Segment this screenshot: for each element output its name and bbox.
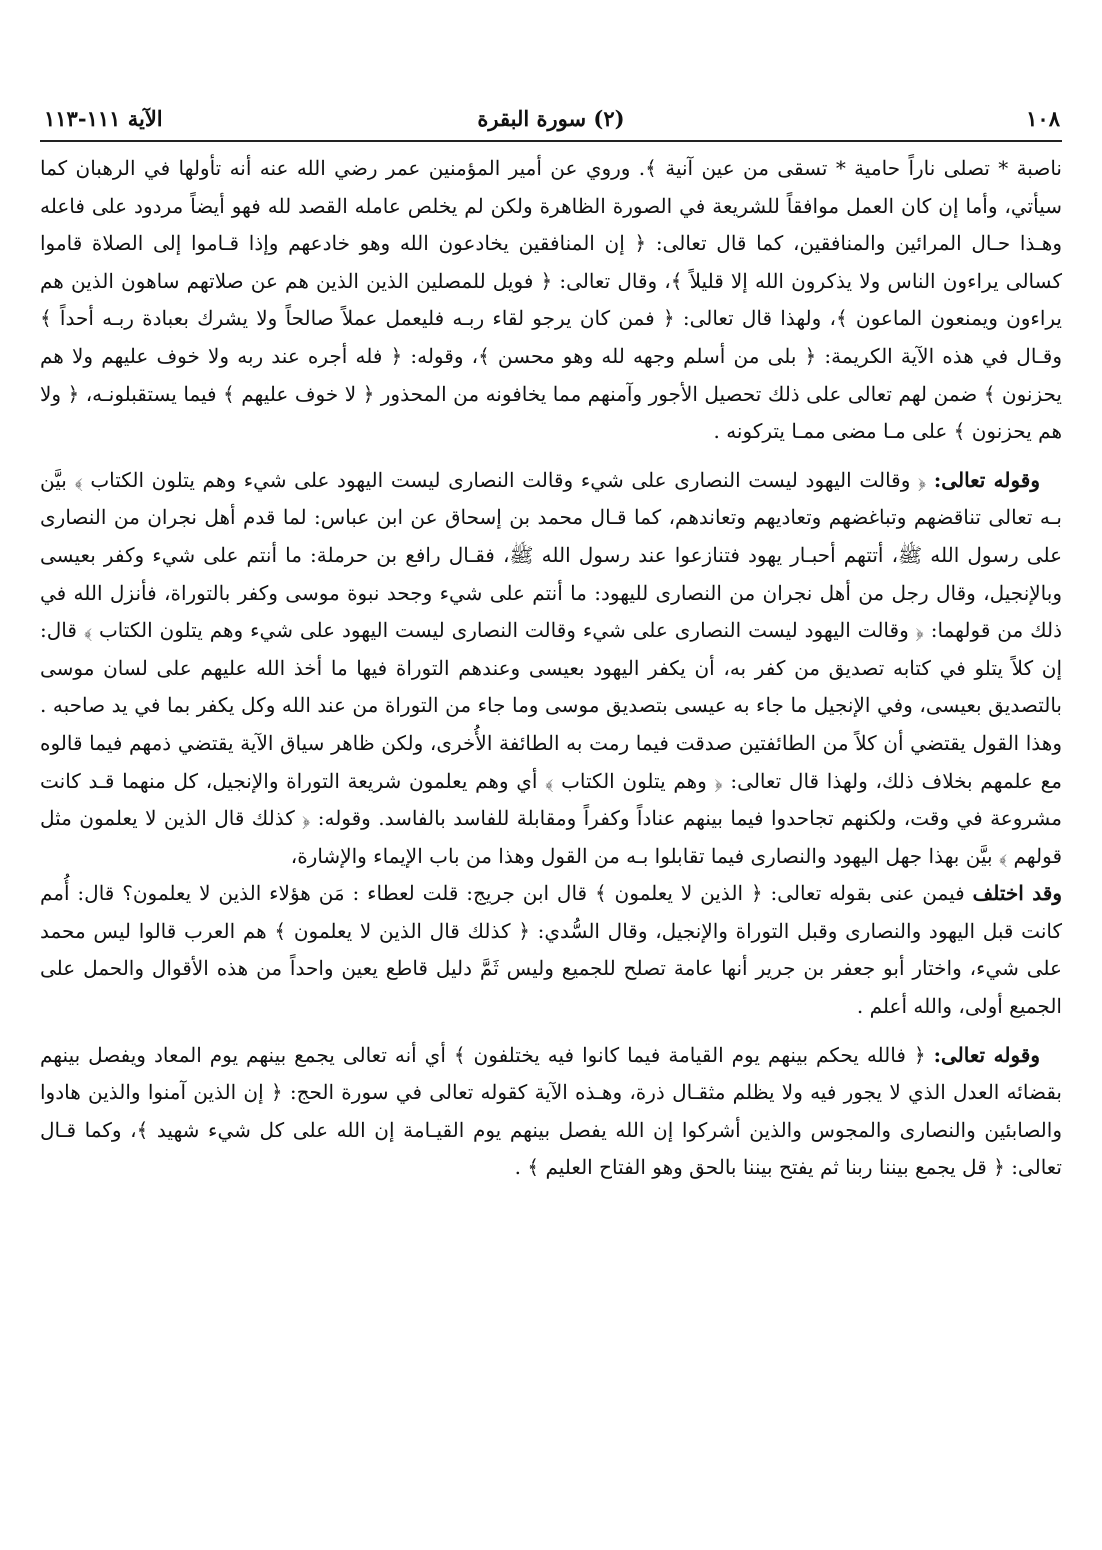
surah-title: (٢) سورة البقرة [477, 106, 625, 131]
paragraph-lead: وقوله تعالى: [933, 1042, 1041, 1067]
paragraph-text: ناصبة * تصلى ناراً حامية * تسقى من عين آنية ﴾. وروي عن أمير المؤمنين عمر رضي الله عنه أنه تأولها في الرهبان كما سيأتي، وأما إن كان العمل موافقاً للشريعة في الصورة الظاهرة ولكن لم يخلص عامله القصد لله فهو أيضاً مردود على فاعله وهـذا حـال المرائين والمنافقين، كما قال تعالى: ﴿ إن المنافقين يخادعون الله وهو خادعهم وإذا قـاموا إلى الصلاة قاموا كسالى يراءون الناس ولا يذكرون الله إلا قليلاً ﴾، وقال تعالى: ﴿ فويل للمصلين الذين الذين هم عن صلاتهم ساهون الذين هم يراءون ويمنعون الماعون ﴾، ولهذا قال تعالى: ﴿ فمن كان يرجو لقاء ربـه فليعمل عملاً صالحاً ولا يشرك بعبادة ربـه أحداً ﴾ وقـال في هذه الآية الكريمة: ﴿ بلى من أسلم وجهه لله وهو محسن ﴾، وقوله: ﴿ فله أجره عند ربه ولا خوف عليهم ولا هم يحزنون ﴾ ضمن لهم تعالى على ذلك تحصيل الأجور وآمنهم مما يخافونه من المحذور ﴿ لا خوف عليهم ﴾ فيما يستقبلونـه، ﴿ ولا هم يحزنون ﴾ على مـا مضى ممـا يتركونه . [40, 156, 1062, 444]
page-header [40, 90, 1062, 142]
paragraph [40, 462, 1062, 876]
page-number: ١٠٨ [1026, 106, 1060, 131]
paragraph [40, 150, 1062, 451]
page-body [40, 150, 1062, 1187]
book-page [40, 90, 1062, 1187]
paragraph-text: فيمن عنى بقوله تعالى: ﴿ الذين لا يعلمون ﴾ قال ابن جريج: قلت لعطاء : مَن هؤلاء الذين لا يعلمون؟ قال: أُمم كانت قبل اليهود والنصارى وقبل التوراة والإنجيل، وقال السُّدي: ﴿ كذلك قال الذين لا يعلمون ﴾ هم العرب قالوا ليس محمد على شيء، واختار أبو جعفر بن جرير أنها عامة تصلح للجميع وليس ثَمَّ دليل قاطع يعين واحداً من هذه الأقوال والحمل على الجميع أولى، والله أعلم . [40, 881, 1062, 1019]
paragraph [40, 1037, 1062, 1187]
verse-range: الآية ١١١-١١٣ [44, 106, 163, 131]
paragraph-lead: وقد اختلف [972, 881, 1063, 906]
paragraph [40, 875, 1062, 1025]
paragraph-text: ﴿ وقالت اليهود ليست النصارى على شيء وقالت النصارى ليست اليهود على شيء وهم يتلون الكتاب ﴾ بيَّن بـه تعالى تناقضهم وتباغضهم وتعاديهم وتعاندهم، كما قـال محمد بن إسحاق عن ابن عباس: لما قدم أهل نجران من النصارى على رسول الله ﷺ، أتتهم أحبـار يهود فتنازعوا عند رسول الله ﷺ، فقـال رافع بن حرملة: ما أنتم على شيء وكفر بعيسى وبالإنجيل، وقال رجل من أهل نجران من النصارى لليهود: ما أنتم على شيء وجحد نبوة موسى وكفر بالتوراة، فأنزل الله في ذلك من قولهما: ﴿ وقالت اليهود ليست النصارى على شيء وقالت النصارى ليست اليهود على شيء وهم يتلون الكتاب ﴾ قال: إن كلاً يتلو في كتابه تصديق من كفر به، أن يكفر اليهود بعيسى وعندهم التوراة فيها ما أخذ الله عليهم على لسان موسى بالتصديق بعيسى، وفي الإنجيل ما جاء به عيسى بتصديق موسى وما جاء من التوراة من عند الله وكل يكفر بما في يد صاحبه . وهذا القول يقتضي أن كلاً من الطائفتين صدقت فيما رمت به الطائفة الأُخرى، ولكن ظاهر سياق الآية يقتضي ذمهم فيما قالوه مع علمهم بخلاف ذلك، ولهذا قال تعالى: ﴿ وهم يتلون الكتاب ﴾ أي وهم يعلمون شريعة التوراة والإنجيل، كل منهما قـد كانت مشروعة في وقت، ولكنهم تجاحدوا فيما بينهم عناداً وكفراً ومقابلة للفاسد بالفاسد. وقوله: ﴿ كذلك قال الذين لا يعلمون مثل قولهم ﴾ بيَّن بهذا جهل اليهود والنصارى فيما تقابلوا بـه من القول وهذا من باب الإيماء والإشارة، [40, 467, 1062, 868]
paragraph-lead: وقوله تعالى: [933, 467, 1040, 492]
paragraph-text: ﴿ فالله يحكم بينهم يوم القيامة فيما كانوا فيه يختلفون ﴾ أي أنه تعالى يجمع بينهم يوم المعاد ويفصل بينهم بقضائه العدل الذي لا يجور فيه ولا يظلم مثقـال ذرة، وهـذه الآية كقوله تعالى في سورة الحج: ﴿ إن الذين آمنوا والذين هادوا والصابئين والنصارى والمجوس والذين أشركوا إن الله يفصل بينهم يوم القيـامة إن الله على كل شيء شهيد ﴾، وكما قـال تعالى: ﴿ قل يجمع بيننا ربنا ثم يفتح بيننا بالحق وهو الفتاح العليم ﴾ . [40, 1042, 1062, 1180]
